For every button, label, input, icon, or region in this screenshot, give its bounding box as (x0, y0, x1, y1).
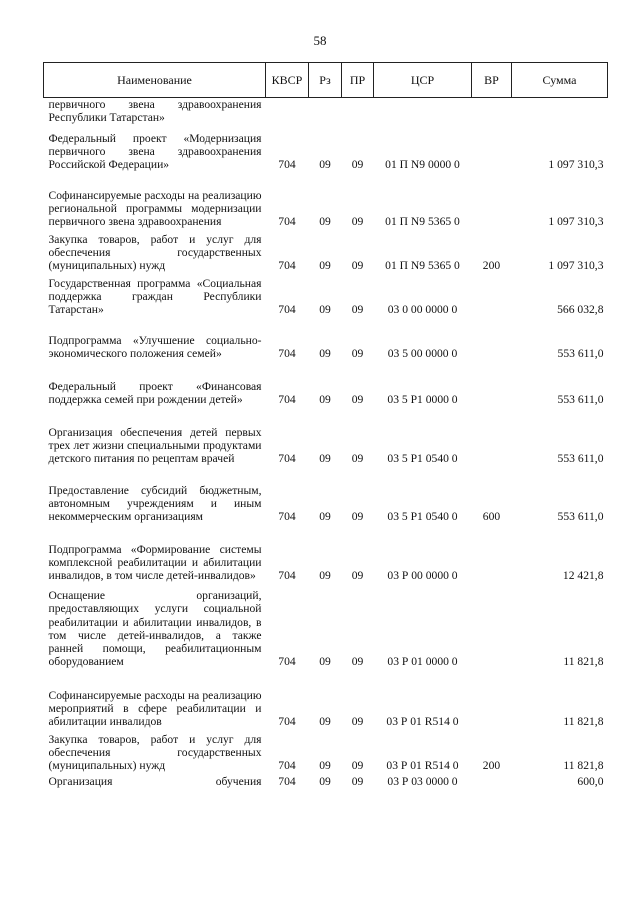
row-csr: 01 П N9 0000 0 (385, 158, 460, 172)
table-row (44, 172, 608, 229)
row-csr: 03 Р 01 R514 0 (386, 759, 459, 773)
row-pr: 09 (351, 347, 364, 361)
table-row (44, 98, 608, 126)
row-vr: 600 (482, 510, 501, 524)
row-vr (472, 361, 512, 407)
row-name: Федеральный проект «Модернизация первичного звена здравоохранения Российской Федерации» (48, 131, 262, 172)
row-pr: 09 (351, 303, 364, 317)
row-name: Предоставление субсидий бюджетным, автономным учреждениям и иным некоммерческим организациям (48, 483, 262, 524)
row-csr: 03 Р 03 0000 0 (387, 775, 458, 789)
row-kvsr: 704 (278, 259, 296, 273)
table-row (44, 729, 608, 773)
row-name: Организация обеспечения детей первых трех лет жизни специальными продуктами детского питания по рецептам врачей (48, 425, 262, 466)
table-row (44, 273, 608, 317)
row-kvsr: 704 (278, 215, 296, 229)
row-sum: 553 611,0 (557, 510, 604, 524)
row-pr (342, 98, 374, 126)
row-csr: 03 5 P1 0000 0 (387, 393, 458, 407)
row-sum: 1 097 310,3 (548, 259, 604, 273)
table-row (44, 125, 608, 172)
table-row (44, 669, 608, 729)
table-row (44, 361, 608, 407)
row-vr (472, 524, 512, 583)
row-rz: 09 (319, 393, 331, 407)
row-vr (472, 98, 512, 126)
row-kvsr: 704 (278, 347, 296, 361)
table-row (44, 229, 608, 273)
row-sum: 1 097 310,3 (548, 215, 604, 229)
row-name: Закупка товаров, работ и услуг для обеспечения государственных (муниципальных) нужд (48, 732, 262, 773)
row-name: Софинансируемые расходы на реализацию региональной программы модернизации первичного звена здравоохранения (48, 188, 262, 229)
row-vr (472, 669, 512, 729)
row-csr: 03 5 P1 0540 0 (387, 510, 458, 524)
row-sum: 11 821,8 (563, 655, 604, 669)
row-vr (472, 273, 512, 317)
row-rz: 09 (319, 303, 331, 317)
row-csr (374, 98, 472, 126)
table-row (44, 524, 608, 583)
row-kvsr: 704 (278, 775, 296, 789)
row-csr: 03 0 00 0000 0 (387, 303, 458, 317)
row-sum: 553 611,0 (557, 393, 604, 407)
row-pr: 09 (351, 158, 364, 172)
row-sum: 566 032,8 (557, 303, 604, 317)
row-kvsr: 704 (278, 303, 296, 317)
header-name: Наименование (44, 63, 266, 98)
row-vr (472, 172, 512, 229)
row-csr: 03 5 P1 0540 0 (387, 452, 458, 466)
row-kvsr: 704 (278, 569, 296, 583)
row-kvsr: 704 (278, 393, 296, 407)
row-vr (472, 773, 512, 789)
row-pr: 09 (351, 510, 364, 524)
table-header-row (44, 63, 608, 98)
row-kvsr: 704 (278, 510, 296, 524)
row-kvsr: 704 (278, 715, 296, 729)
row-name: Организация обучения (48, 775, 262, 789)
row-name: Закупка товаров, работ и услуг для обеспечения государственных (муниципальных) нужд (48, 232, 262, 273)
row-rz: 09 (319, 510, 331, 524)
row-kvsr: 704 (278, 759, 296, 773)
row-sum: 11 821,8 (563, 759, 604, 773)
row-sum: 553 611,0 (557, 347, 604, 361)
header-pr: ПР (342, 63, 374, 98)
table-row (44, 317, 608, 361)
row-csr: 03 Р 01 R514 0 (386, 715, 459, 729)
row-pr: 09 (351, 759, 364, 773)
row-vr: 200 (482, 759, 501, 773)
row-csr: 03 5 00 0000 0 (387, 347, 458, 361)
row-rz: 09 (319, 158, 331, 172)
header-csr: ЦСР (374, 63, 472, 98)
row-rz: 09 (319, 715, 331, 729)
row-kvsr: 704 (278, 452, 296, 466)
row-rz: 09 (319, 259, 331, 273)
row-pr: 09 (351, 569, 364, 583)
table-row (44, 407, 608, 466)
table-row (44, 466, 608, 524)
row-rz (309, 98, 342, 126)
row-kvsr (266, 98, 309, 126)
row-rz: 09 (319, 655, 331, 669)
row-rz: 09 (319, 215, 331, 229)
row-kvsr: 704 (278, 655, 296, 669)
row-csr: 03 Р 00 0000 0 (387, 569, 458, 583)
row-kvsr: 704 (278, 158, 296, 172)
row-name: Подпрограмма «Формирование системы комплексной реабилитации и абилитации инвалидов, в том числе детей-инвалидов» (48, 542, 262, 583)
budget-table (43, 62, 608, 789)
row-pr: 09 (351, 655, 364, 669)
row-vr: 200 (482, 259, 501, 273)
row-rz: 09 (319, 347, 331, 361)
row-pr: 09 (351, 215, 364, 229)
row-rz: 09 (319, 759, 331, 773)
row-sum: 12 421,8 (562, 569, 604, 583)
row-name: Государственная программа «Социальная поддержка граждан Республики Татарстан» (48, 276, 262, 317)
row-pr: 09 (351, 259, 364, 273)
header-vr: ВР (472, 63, 512, 98)
row-vr (472, 407, 512, 466)
row-name: Федеральный проект «Финансовая поддержка семей при рождении детей» (48, 380, 262, 407)
table-row (44, 583, 608, 669)
header-sum: Сумма (512, 63, 608, 98)
row-pr: 09 (351, 393, 364, 407)
header-rz: Рз (309, 63, 342, 98)
row-name: первичного звена здравоохранения Республики Татарстан» (48, 98, 262, 125)
row-rz: 09 (319, 452, 331, 466)
row-name: Подпрограмма «Улучшение социально-экономического положения семей» (48, 334, 262, 361)
row-csr: 03 Р 01 0000 0 (387, 655, 458, 669)
page-number: 58 (313, 33, 327, 48)
row-name: Софинансируемые расходы на реализацию мероприятий в сфере реабилитации и абилитации инвалидов (48, 688, 262, 729)
row-sum: 553 611,0 (557, 452, 604, 466)
table-row (44, 773, 608, 789)
row-vr (472, 317, 512, 361)
row-pr: 09 (351, 452, 364, 466)
row-sum: 11 821,8 (563, 715, 604, 729)
row-pr: 09 (351, 715, 364, 729)
row-vr (472, 125, 512, 172)
header-kvsr: КВСР (266, 63, 309, 98)
row-rz: 09 (319, 775, 331, 789)
row-csr: 01 П N9 5365 0 (385, 215, 460, 229)
row-sum: 1 097 310,3 (548, 158, 604, 172)
row-vr (472, 583, 512, 669)
row-csr: 01 П N9 5365 0 (385, 259, 460, 273)
row-name: Оснащение организаций, предоставляющих услуги социальной реабилитации и абилитации инвалидов, в том числе детей-инвалидов, а также ранней помощи, реабилитационным оборудованием (48, 589, 262, 669)
row-pr: 09 (351, 775, 364, 789)
row-sum (512, 98, 608, 126)
row-rz: 09 (319, 569, 331, 583)
row-sum: 600,0 (577, 775, 604, 789)
